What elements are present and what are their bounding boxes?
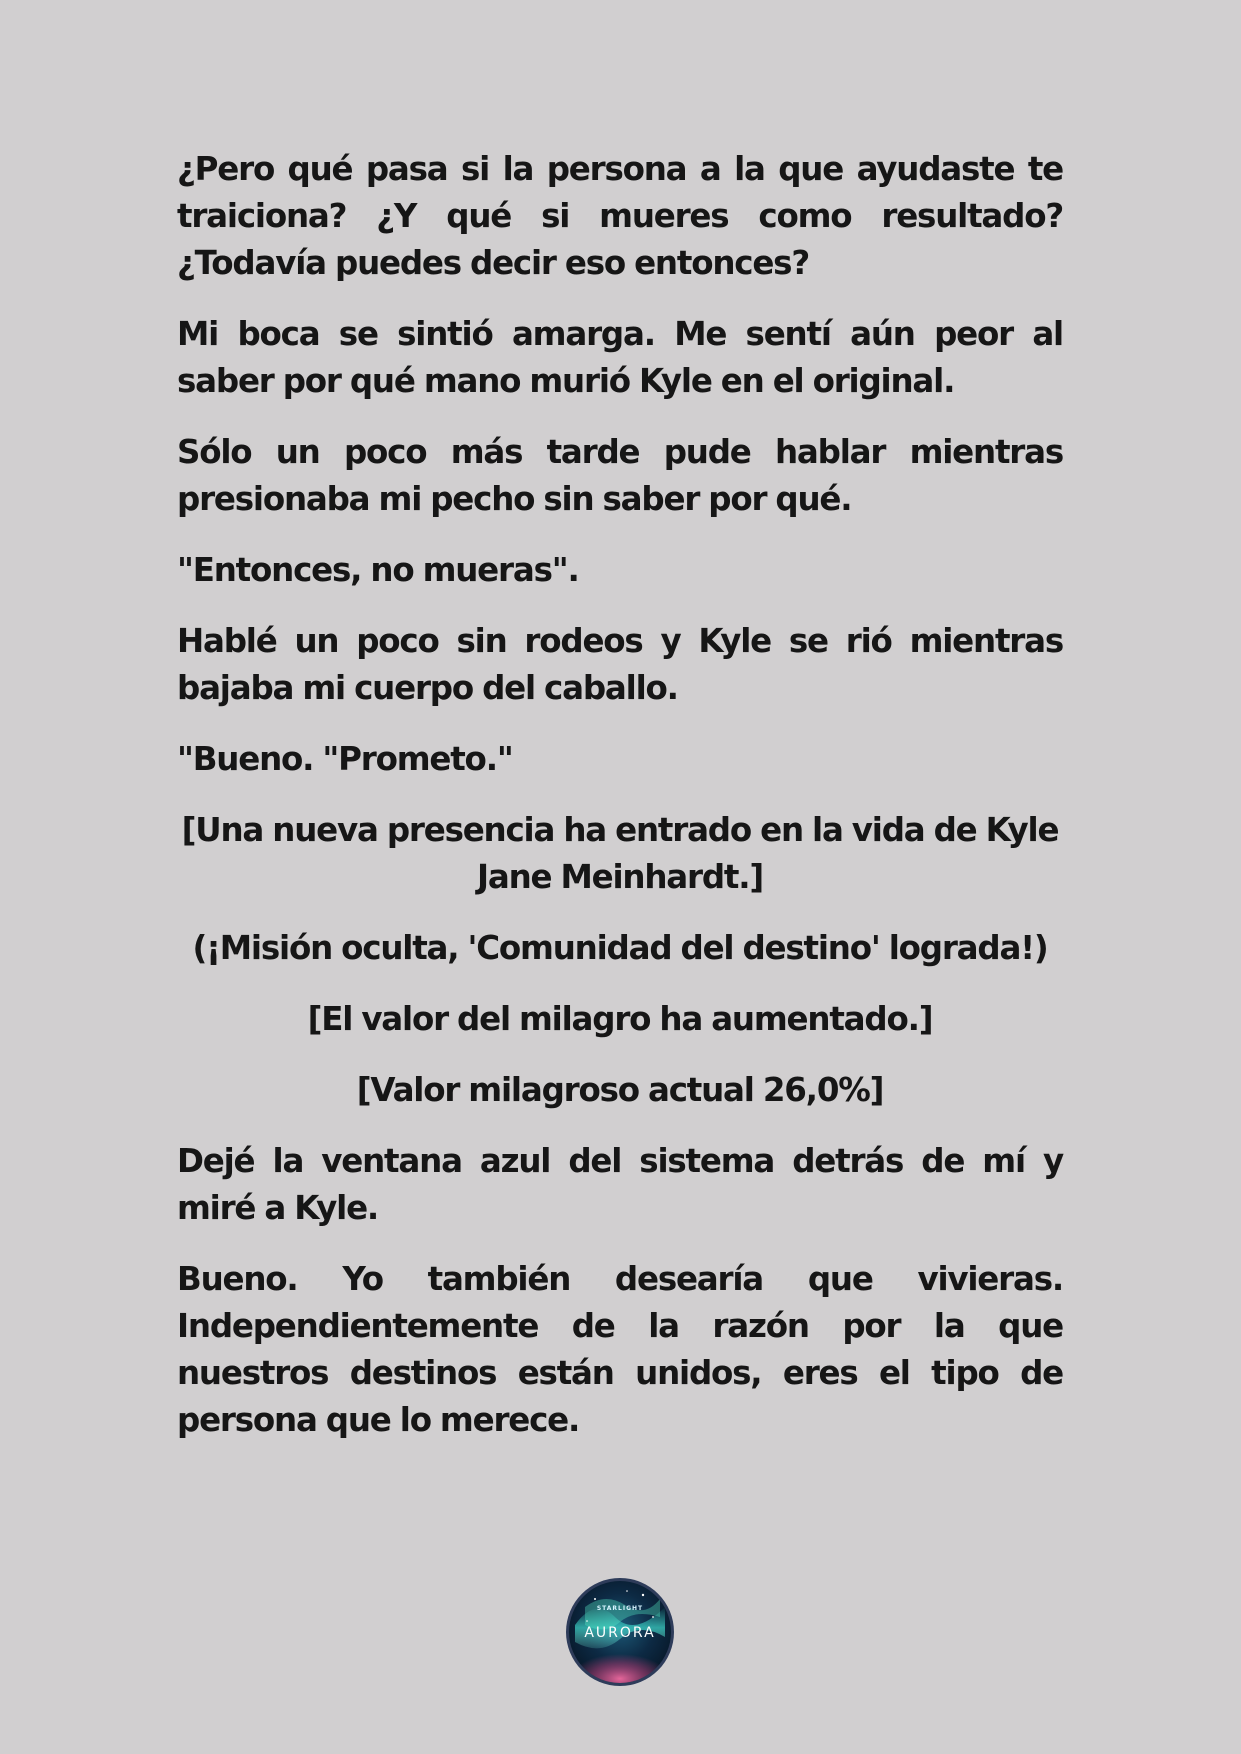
logo-subtitle: STARLIGHT — [596, 1605, 644, 1612]
paragraph: "Bueno. "Prometo." — [177, 740, 513, 778]
page-content — [177, 146, 1063, 1468]
aurora-logo — [565, 1577, 675, 1687]
paragraph: ¿Pero qué pasa si la persona a la que ayudaste te traiciona? ¿Y qué si mueres como resultado? ¿Todavía puedes decir eso entonces? — [177, 150, 1063, 282]
paragraph: Mi boca se sintió amarga. Me sentí aún peor al saber por qué mano murió Kyle en el original. — [177, 315, 1063, 400]
paragraph: "Entonces, no mueras". — [177, 551, 579, 589]
system-message: (¡Misión oculta, 'Comunidad del destino' lograda!) — [192, 929, 1048, 967]
system-message: [El valor del milagro ha aumentado.] — [307, 1000, 933, 1038]
paragraph: Sólo un poco más tarde pude hablar mientras presionaba mi pecho sin saber por qué. — [177, 433, 1063, 518]
paragraph: Dejé la ventana azul del sistema detrás de mí y miré a Kyle. — [177, 1142, 1063, 1227]
logo-title: AURORA — [584, 1625, 656, 1641]
paragraph: Hablé un poco sin rodeos y Kyle se rió mientras bajaba mi cuerpo del caballo. — [177, 622, 1063, 707]
aurora-logo-icon — [565, 1577, 675, 1687]
system-message: [Valor milagroso actual 26,0%] — [356, 1071, 884, 1109]
system-message: [Una nueva presencia ha entrado en la vida de Kyle Jane Meinhardt.] — [181, 811, 1059, 896]
paragraph: Bueno. Yo también desearía que vivieras. Independientemente de la razón por la que nuestros destinos están unidos, eres el tipo de persona que lo merece. — [177, 1260, 1063, 1439]
